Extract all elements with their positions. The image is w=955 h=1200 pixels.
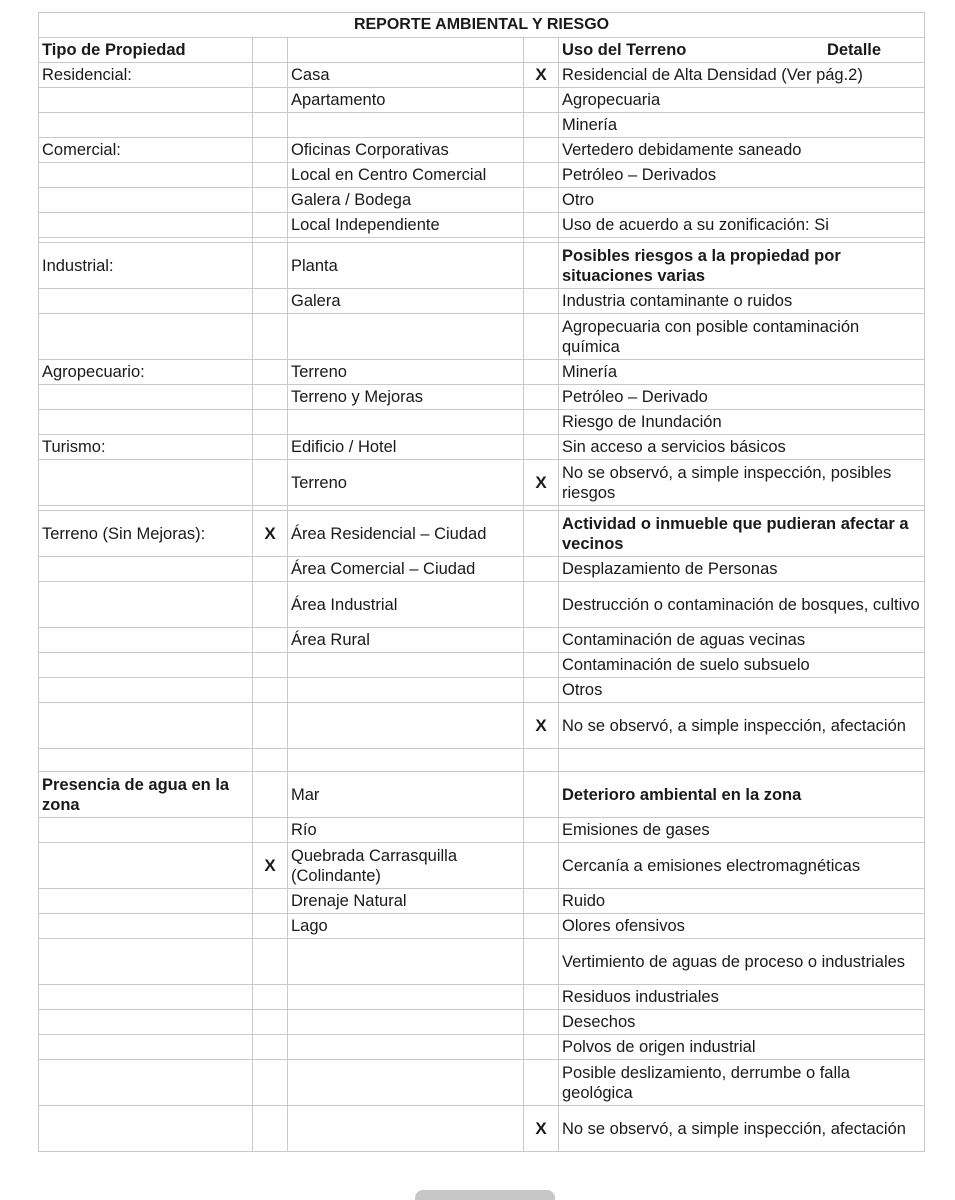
property-mark-cell [253, 703, 288, 749]
header-empty-cell [253, 38, 288, 63]
land-use-mark-cell [524, 939, 559, 985]
land-use-mark-cell [524, 1035, 559, 1060]
header-empty-cell [524, 38, 559, 63]
land-use-detail-cell: No se observó, a simple inspección, afectación [559, 703, 925, 749]
property-subtype-cell [288, 678, 524, 703]
land-use-detail-cell: No se observó, a simple inspección, afectación [559, 1106, 925, 1152]
table-row [39, 188, 925, 213]
property-type-cell [39, 188, 253, 213]
property-mark-cell [253, 314, 288, 360]
property-mark-cell [253, 818, 288, 843]
table-row [39, 511, 925, 557]
property-mark-cell [253, 113, 288, 138]
environmental-risk-report-table [38, 12, 925, 1152]
land-use-mark-cell [524, 843, 559, 889]
table-row [39, 818, 925, 843]
land-use-mark-cell [524, 410, 559, 435]
land-use-mark-cell [524, 188, 559, 213]
land-use-detail-cell: Otros [559, 678, 925, 703]
table-row [39, 63, 925, 88]
property-subtype-cell [288, 653, 524, 678]
property-type-cell: Presencia de agua en la zona [39, 772, 253, 818]
land-use-detail-cell: Residuos industriales [559, 985, 925, 1010]
land-use-mark-cell [524, 360, 559, 385]
land-use-mark-cell [524, 914, 559, 939]
property-mark-cell [253, 88, 288, 113]
land-use-detail-cell: Olores ofensivos [559, 914, 925, 939]
property-subtype-cell [288, 1010, 524, 1035]
property-subtype-cell: Apartamento [288, 88, 524, 113]
land-use-detail-cell: Posibles riesgos a la propiedad por situaciones varias [559, 243, 925, 289]
property-subtype-cell: Drenaje Natural [288, 889, 524, 914]
blank-cell [253, 749, 288, 772]
property-mark-cell [253, 460, 288, 506]
property-mark-cell [253, 360, 288, 385]
blank-cell [39, 749, 253, 772]
property-subtype-cell: Área Rural [288, 628, 524, 653]
land-use-mark-cell [524, 628, 559, 653]
land-use-detail-cell: Emisiones de gases [559, 818, 925, 843]
property-type-cell [39, 1106, 253, 1152]
property-type-cell [39, 985, 253, 1010]
land-use-detail-cell: Contaminación de aguas vecinas [559, 628, 925, 653]
property-subtype-cell [288, 1035, 524, 1060]
land-use-detail-cell: Petróleo – Derivado [559, 385, 925, 410]
land-use-mark-cell [524, 985, 559, 1010]
property-mark-cell [253, 289, 288, 314]
table-row [39, 1010, 925, 1035]
property-subtype-cell: Lago [288, 914, 524, 939]
property-mark-cell [253, 163, 288, 188]
property-subtype-cell: Casa [288, 63, 524, 88]
land-use-mark-cell [524, 385, 559, 410]
property-type-cell: Industrial: [39, 243, 253, 289]
land-use-detail-cell: Riesgo de Inundación [559, 410, 925, 435]
table-row [39, 314, 925, 360]
property-mark-cell [253, 889, 288, 914]
property-type-cell [39, 582, 253, 628]
land-use-mark-cell [524, 213, 559, 238]
property-subtype-cell [288, 113, 524, 138]
land-use-detail-cell: No se observó, a simple inspección, posibles riesgos [559, 460, 925, 506]
table-row [39, 163, 925, 188]
land-use-detail-cell: Ruido [559, 889, 925, 914]
table-row [39, 985, 925, 1010]
table-row [39, 460, 925, 506]
property-type-cell [39, 889, 253, 914]
land-use-mark-cell [524, 582, 559, 628]
land-use-mark-cell [524, 557, 559, 582]
property-mark-cell: X [253, 511, 288, 557]
land-use-mark-cell: X [524, 1106, 559, 1152]
property-subtype-cell: Edificio / Hotel [288, 435, 524, 460]
table-row [39, 1035, 925, 1060]
land-use-mark-cell [524, 511, 559, 557]
property-type-cell [39, 653, 253, 678]
table-row [39, 138, 925, 163]
land-use-detail-cell: Otro [559, 188, 925, 213]
land-use-mark-cell [524, 88, 559, 113]
table-row [39, 88, 925, 113]
land-use-detail-cell: Polvos de origen industrial [559, 1035, 925, 1060]
property-subtype-cell: Planta [288, 243, 524, 289]
property-mark-cell [253, 985, 288, 1010]
land-use-mark-cell [524, 113, 559, 138]
land-use-mark-cell [524, 653, 559, 678]
property-type-cell: Residencial: [39, 63, 253, 88]
table-row [39, 1060, 925, 1106]
property-type-cell [39, 914, 253, 939]
land-use-detail-cell: Posible deslizamiento, derrumbe o falla geológica [559, 1060, 925, 1106]
land-use-detail-cell: Vertedero debidamente saneado [559, 138, 925, 163]
land-use-detail-cell: Desechos [559, 1010, 925, 1035]
report-title: REPORTE AMBIENTAL Y RIESGO [39, 13, 925, 38]
property-type-cell: Terreno (Sin Mejoras): [39, 511, 253, 557]
header-empty-cell [288, 38, 524, 63]
property-type-cell [39, 289, 253, 314]
property-mark-cell [253, 1060, 288, 1106]
property-mark-cell [253, 435, 288, 460]
land-use-detail-cell: Minería [559, 360, 925, 385]
land-use-detail-cell: Deterioro ambiental en la zona [559, 772, 925, 818]
property-type-cell [39, 557, 253, 582]
property-subtype-cell [288, 1106, 524, 1152]
table-row [39, 772, 925, 818]
property-mark-cell [253, 138, 288, 163]
property-subtype-cell: Terreno [288, 460, 524, 506]
property-mark-cell [253, 678, 288, 703]
land-use-detail-cell: Desplazamiento de Personas [559, 557, 925, 582]
land-use-mark-cell [524, 289, 559, 314]
property-subtype-cell: Terreno [288, 360, 524, 385]
table-row [39, 843, 925, 889]
property-mark-cell [253, 914, 288, 939]
land-use-detail-cell: Minería [559, 113, 925, 138]
property-mark-cell [253, 243, 288, 289]
property-mark-cell [253, 557, 288, 582]
property-mark-cell [253, 772, 288, 818]
header-uso-terreno-cell [559, 38, 925, 63]
land-use-mark-cell [524, 772, 559, 818]
property-type-cell [39, 314, 253, 360]
property-mark-cell [253, 1106, 288, 1152]
property-subtype-cell: Terreno y Mejoras [288, 385, 524, 410]
property-subtype-cell: Mar [288, 772, 524, 818]
property-mark-cell [253, 628, 288, 653]
property-subtype-cell: Río [288, 818, 524, 843]
property-subtype-cell [288, 410, 524, 435]
table-row [39, 749, 925, 772]
property-type-cell [39, 213, 253, 238]
property-mark-cell [253, 582, 288, 628]
header-uso-terreno: Uso del Terreno [562, 41, 687, 59]
land-use-mark-cell [524, 889, 559, 914]
table-row [39, 557, 925, 582]
header-detalle: Detalle [826, 41, 882, 59]
land-use-detail-cell: Petróleo – Derivados [559, 163, 925, 188]
property-mark-cell [253, 213, 288, 238]
property-type-cell [39, 410, 253, 435]
land-use-mark-cell [524, 435, 559, 460]
table-row [39, 889, 925, 914]
table-row [39, 113, 925, 138]
table-row [39, 410, 925, 435]
property-type-cell [39, 818, 253, 843]
property-subtype-cell [288, 939, 524, 985]
property-mark-cell [253, 385, 288, 410]
blank-cell [559, 749, 925, 772]
land-use-detail-cell: Sin acceso a servicios básicos [559, 435, 925, 460]
property-subtype-cell [288, 314, 524, 360]
property-type-cell [39, 88, 253, 113]
land-use-detail-cell: Agropecuaria [559, 88, 925, 113]
land-use-detail-cell: Actividad o inmueble que pudieran afectar a vecinos [559, 511, 925, 557]
property-type-cell [39, 1060, 253, 1106]
table-row [39, 628, 925, 653]
land-use-mark-cell [524, 163, 559, 188]
land-use-mark-cell [524, 818, 559, 843]
property-mark-cell [253, 63, 288, 88]
property-subtype-cell [288, 703, 524, 749]
table-row [39, 435, 925, 460]
land-use-mark-cell [524, 243, 559, 289]
table-row [39, 243, 925, 289]
property-subtype-cell: Área Comercial – Ciudad [288, 557, 524, 582]
blank-cell [524, 749, 559, 772]
property-type-cell [39, 460, 253, 506]
table-row [39, 653, 925, 678]
land-use-detail-cell: Uso de acuerdo a su zonificación: Si [559, 213, 925, 238]
property-type-cell: Comercial: [39, 138, 253, 163]
property-mark-cell [253, 939, 288, 985]
property-type-cell [39, 843, 253, 889]
property-type-cell [39, 703, 253, 749]
blank-cell [288, 749, 524, 772]
table-row [39, 703, 925, 749]
table-row [39, 385, 925, 410]
property-subtype-cell [288, 985, 524, 1010]
property-subtype-cell: Área Industrial [288, 582, 524, 628]
property-type-cell [39, 385, 253, 410]
land-use-detail-cell: Residencial de Alta Densidad (Ver pág.2) [559, 63, 925, 88]
property-subtype-cell: Área Residencial – Ciudad [288, 511, 524, 557]
property-subtype-cell: Galera [288, 289, 524, 314]
property-subtype-cell: Local en Centro Comercial [288, 163, 524, 188]
land-use-mark-cell [524, 1060, 559, 1106]
property-subtype-cell: Galera / Bodega [288, 188, 524, 213]
table-row [39, 914, 925, 939]
property-type-cell [39, 163, 253, 188]
property-type-cell [39, 1010, 253, 1035]
land-use-mark-cell [524, 314, 559, 360]
table-row [39, 289, 925, 314]
property-subtype-cell [288, 1060, 524, 1106]
land-use-mark-cell: X [524, 703, 559, 749]
property-type-cell [39, 678, 253, 703]
land-use-detail-cell: Contaminación de suelo subsuelo [559, 653, 925, 678]
land-use-mark-cell: X [524, 460, 559, 506]
property-subtype-cell: Oficinas Corporativas [288, 138, 524, 163]
table-row [39, 1106, 925, 1152]
property-mark-cell [253, 410, 288, 435]
property-mark-cell [253, 1035, 288, 1060]
property-mark-cell [253, 1010, 288, 1035]
property-type-cell [39, 1035, 253, 1060]
land-use-detail-cell: Vertimiento de aguas de proceso o industriales [559, 939, 925, 985]
property-subtype-cell: Quebrada Carrasquilla (Colindante) [288, 843, 524, 889]
table-row [39, 939, 925, 985]
table-row [39, 213, 925, 238]
header-tipo-propiedad: Tipo de Propiedad [39, 38, 253, 63]
land-use-mark-cell [524, 678, 559, 703]
table-row [39, 678, 925, 703]
property-type-cell [39, 939, 253, 985]
property-type-cell: Turismo: [39, 435, 253, 460]
property-subtype-cell: Local Independiente [288, 213, 524, 238]
land-use-detail-cell: Industria contaminante o ruidos [559, 289, 925, 314]
property-type-cell [39, 113, 253, 138]
property-mark-cell [253, 188, 288, 213]
property-mark-cell: X [253, 843, 288, 889]
table-row [39, 582, 925, 628]
land-use-detail-cell: Agropecuaria con posible contaminación química [559, 314, 925, 360]
land-use-mark-cell [524, 138, 559, 163]
property-type-cell: Agropecuario: [39, 360, 253, 385]
land-use-detail-cell: Destrucción o contaminación de bosques, cultivo [559, 582, 925, 628]
land-use-mark-cell: X [524, 63, 559, 88]
table-row [39, 360, 925, 385]
land-use-detail-cell: Cercanía a emisiones electromagnéticas [559, 843, 925, 889]
property-type-cell [39, 628, 253, 653]
bottom-overlay-shadow [415, 1190, 555, 1200]
land-use-mark-cell [524, 1010, 559, 1035]
property-mark-cell [253, 653, 288, 678]
